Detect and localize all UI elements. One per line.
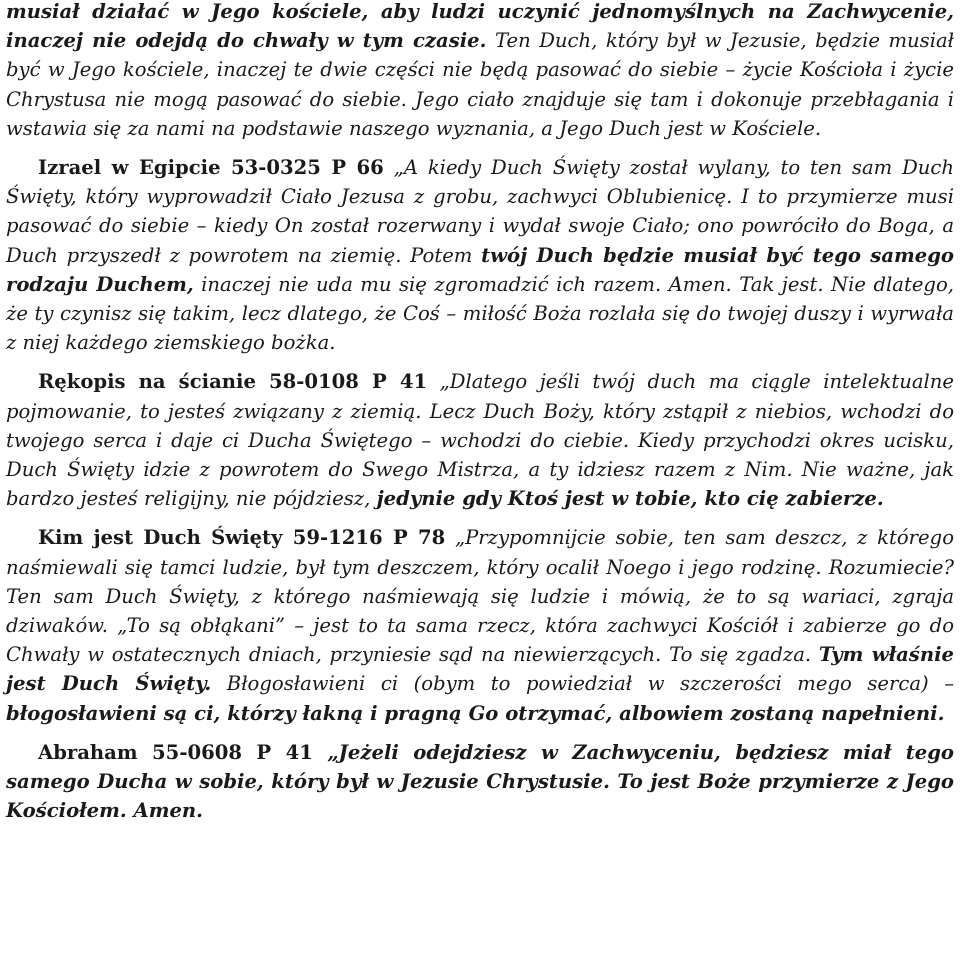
quote-reference: Kim jest Duch Święty 59-1216 P 78 xyxy=(38,526,446,550)
emphasis-text: jedynie gdy Ktoś jest w tobie, kto cię zabierze. xyxy=(376,487,884,511)
body-text: inaczej nie uda mu się zgromadzić ich razem. Amen. Tak jest. Nie dlatego, że ty czynisz się takim, lecz dlatego, że Coś – miłość Boża rozlała się do twojej duszy i wyrwała z niej każdego ziemskiego bożka. xyxy=(6,272,954,355)
emphasis-text: „Jeżeli odejdziesz w Zachwyceniu, będziesz miał tego samego Ducha w sobie, który był w Jezusie Chrystusie. To jest Boże przymierze z Jego Kościołem. Amen. xyxy=(6,740,954,823)
emphasis-text: musiał działać w Jego kościele, aby ludzi uczynić jednomyślnych na Zachwycenie, inaczej nie odejdą do chwały w tym czasie. xyxy=(6,0,954,53)
body-text: „Dlatego jeśli twój duch ma ciągle intelektualne pojmowanie, to jesteś związany z ziemią. Lecz Duch Boży, który zstąpił z niebios, wchodzi do twojego serca i daje ci Ducha Świętego – wchodzi do ciebie. Kiedy przychodzi okres ucisku, Duch Święty idzie z powrotem do Swego Mistrza, a ty idziesz razem z Nim. Nie ważne, jak bardzo jesteś religijny, nie pójdziesz, xyxy=(6,370,954,511)
paragraph-2 xyxy=(6,153,954,357)
body-text: Ten Duch, który był w Jezusie, będzie musiał być w Jego kościele, inaczej te dwie części nie będą pasować do siebie – życie Kościoła i życie Chrystusa nie mogą pasować do siebie. Jego ciało znajduje się tam i dokonuje przebłagania i wstawia się za nami na podstawie naszego wyznania, a Jego Duch jest w Kościele. xyxy=(6,29,954,140)
quote-reference: Abraham 55-0608 P 41 xyxy=(38,740,313,764)
paragraph-4 xyxy=(6,523,954,727)
body-text: „Przypomnijcie sobie, ten sam deszcz, z którego naśmiewali się tamci ludzie, był tym deszczem, który ocalił Noego i jego rodzinę. Rozumiecie? Ten sam Duch Święty, z którego naśmiewają się ludzie i mówią, że to są wariaci, zgraja dziwaków. „To są obłąkani” – jest to ta sama rzecz, która zachwyci Kościół i zabierze go do Chwały w ostatecznych dniach, przyniesie sąd na niewierzących. To się zgadza. xyxy=(6,526,954,667)
body-text: „A kiedy Duch Święty został wylany, to ten sam Duch Święty, który wyprowadził Ciało Jezusa z grobu, zachwyci Oblubienicę. I to przymierze musi pasować do siebie – kiedy On został rozerwany i wydał swoje Ciało; ono powróciło do Boga, a Duch przyszedł z powrotem na ziemię. Potem xyxy=(6,156,954,267)
emphasis-text: błogosławieni są ci, którzy łakną i pragną Go otrzymać, albowiem zostaną napełnieni. xyxy=(6,701,945,725)
body-text: Błogosławieni ci (obym to powiedział w szczerości mego serca) – xyxy=(211,672,954,696)
emphasis-text: Tym właśnie jest Duch Święty. xyxy=(6,643,954,696)
paragraph-5 xyxy=(6,738,954,826)
quote-reference: Rękopis na ścianie 58-0108 P 41 xyxy=(38,370,428,394)
emphasis-text: twój Duch będzie musiał być tego samego rodzaju Duchem, xyxy=(6,243,954,296)
quote-reference: Izrael w Egipcie 53-0325 P 66 xyxy=(38,156,384,180)
paragraph-3 xyxy=(6,367,954,513)
paragraph-1 xyxy=(6,0,954,143)
